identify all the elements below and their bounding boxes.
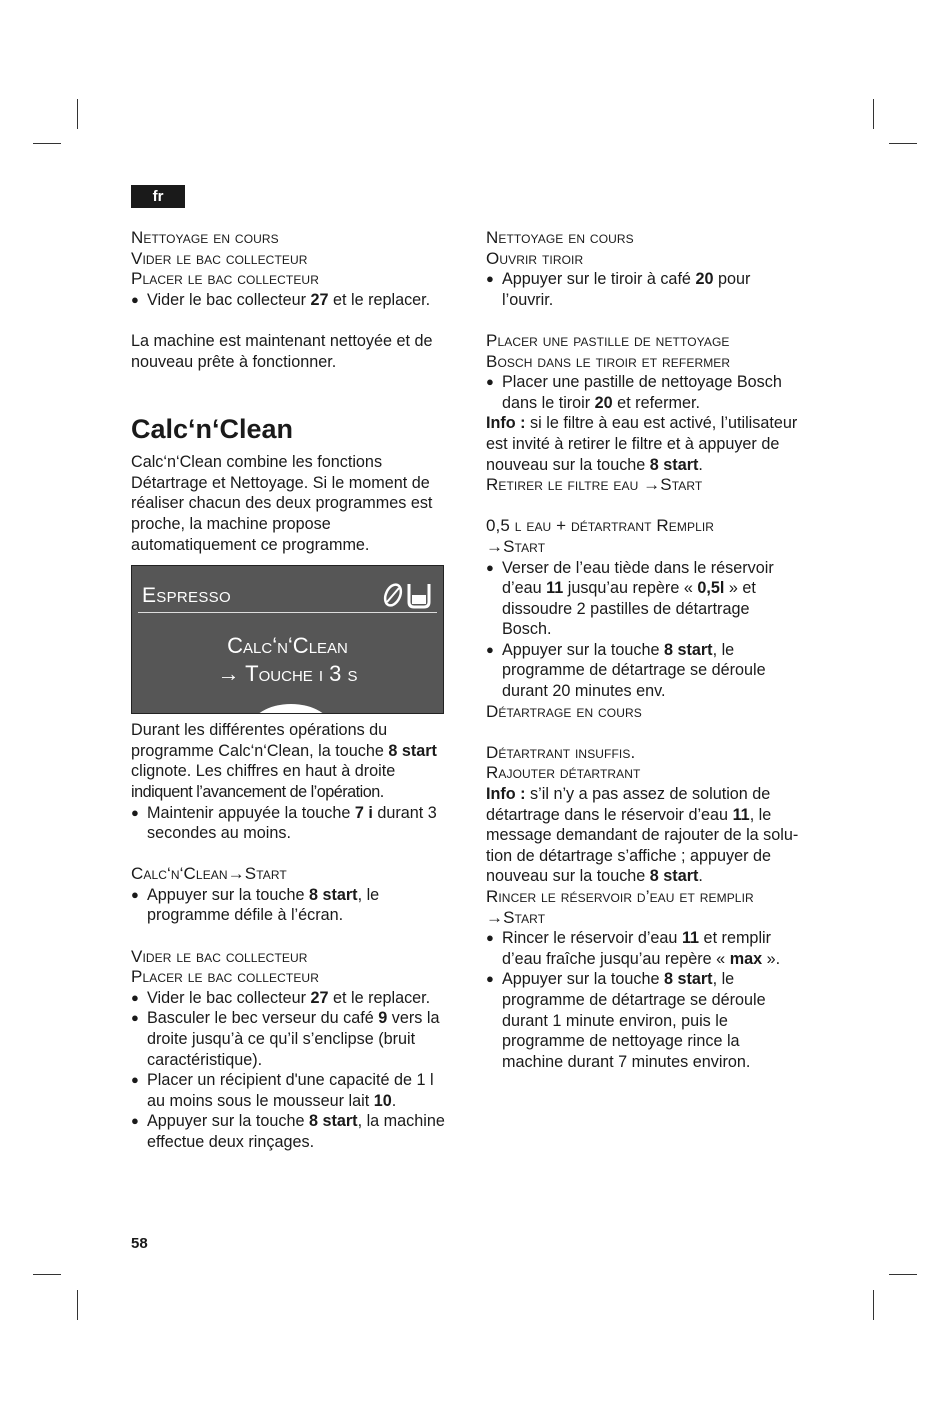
page-number: 58 (131, 1235, 148, 1252)
display-message: Retirer le filtre eau →Start (486, 475, 703, 495)
display-message: 0,5 l eau + détartrant Remplir (486, 516, 715, 536)
display-message: →Start (486, 907, 546, 927)
display-message: Nettoyage en cours (131, 228, 279, 247)
bullet-item: ● Appuyer sur la touche 8 start, la machine effectue deux rinçages. (131, 1111, 466, 1152)
language-badge: fr (131, 185, 185, 208)
bullet-item: ● Appuyer sur la touche 8 start, le programme de détartrage se déroule durant 20 minutes env. (486, 640, 821, 702)
display-text: Calc‘n‘Clean → Touche i 3 s (217, 633, 358, 687)
display-message: Nettoyage en cours (486, 228, 634, 247)
bullet-item: ● Placer une pastille de nettoyage Bosch dans le tiroir 20 et refermer. (486, 372, 821, 413)
paragraph: La machine est maintenant nettoyée et de nouveau prête à fonctionner. (131, 331, 433, 371)
bullet-item: ● Placer un récipient d'une capacité de 1 l au moins sous le mousseur lait 10. (131, 1070, 466, 1111)
paragraph: Durant les différentes opérations du programme Calc‘n‘Clean, la touche 8 start clignote. Les chiffres en haut à droite indiquent l’avancement de l’opération. (131, 721, 437, 801)
display-message: Vider le bac collecteur (131, 946, 308, 966)
bullet-item: ● Vider le bac collecteur 27 et le replacer. (131, 290, 466, 311)
crop-mark (77, 1290, 78, 1320)
display-title: Espresso (142, 584, 231, 608)
info-note: Info : s’il n’y a pas assez de solution de détartrage dans le réservoir d’eau 11, le message demandant de rajouter de la solu- tion de détartrage s’affiche ; appuyer de nouveau sur la touche 8 start. (486, 785, 799, 886)
display-divider (138, 612, 437, 613)
bullet-item: ● Appuyer sur la touche 8 start, le programme de détartrage se déroule durant 1 minute environ, puis le programme de nettoyage rince la machine durant 7 minutes environ. (486, 969, 821, 1072)
display-message: Placer le bac collecteur (131, 967, 319, 987)
bullet-item: ● Rincer le réservoir d’eau 11 et remplir d’eau fraîche jusqu’au repère « max ». (486, 928, 821, 969)
coffee-bean-cup-icon (379, 580, 435, 610)
crop-mark (889, 1274, 917, 1275)
bullet-item: ● Basculer le bec verseur du café 9 vers la droite jusqu’à ce qu’il s’enclipse (bruit caractéristique). (131, 1008, 466, 1070)
crop-mark (889, 143, 917, 144)
machine-display (131, 565, 444, 714)
left-column (131, 228, 466, 1153)
crop-mark (873, 1290, 874, 1320)
right-column (486, 228, 821, 1072)
info-note: Info : si le filtre à eau est activé, l’utilisateur est invité à retirer le filtre et à appuyer de nouveau sur la touche 8 start. (486, 414, 798, 474)
display-message: Placer une pastille de nettoyage (486, 330, 730, 350)
display-message: Placer le bac collecteur (131, 269, 319, 289)
bullet-item: ● Maintenir appuyée la touche 7 i durant 3 secondes au moins. (131, 803, 466, 844)
bullet-item: ● Appuyer sur le tiroir à café 20 pour l’ouvrir. (486, 269, 821, 310)
crop-mark (77, 99, 78, 129)
bullet-item: ● Appuyer sur la touche 8 start, le programme défile à l’écran. (131, 885, 466, 926)
display-message: Vider le bac collecteur (131, 248, 308, 268)
display-message: Rincer le réservoir d’eau et remplir (486, 887, 754, 906)
section-heading: Calc‘n‘Clean (131, 414, 294, 445)
crop-mark (33, 143, 61, 144)
display-message: Détartrant insuffis. (486, 742, 636, 762)
crop-mark (33, 1274, 61, 1275)
intro-paragraph: Calc‘n‘Clean combine les fonctions Détartrage et Nettoyage. Si le moment de réaliser chacun des deux programmes est proche, la machine propose automatiquement ce programme. (131, 453, 433, 554)
display-message: Détartrage en cours (486, 701, 642, 721)
bullet-item: ● Vider le bac collecteur 27 et le replacer. (131, 988, 466, 1009)
display-message: Rajouter détartrant (486, 763, 641, 783)
crop-mark (873, 99, 874, 129)
display-knob (250, 704, 332, 714)
bullet-item: ● Verser de l’eau tiède dans le réservoir d’eau 11 jusqu’au repère « 0,5l » et dissoudre 2 pastilles de détartrage Bosch. (486, 558, 821, 640)
display-message: Bosch dans le tiroir et refermer (486, 351, 731, 371)
display-message: Ouvrir tiroir (486, 248, 584, 268)
display-message: →Start (486, 536, 546, 556)
display-message: Calc‘n‘Clean→Start (131, 864, 287, 884)
